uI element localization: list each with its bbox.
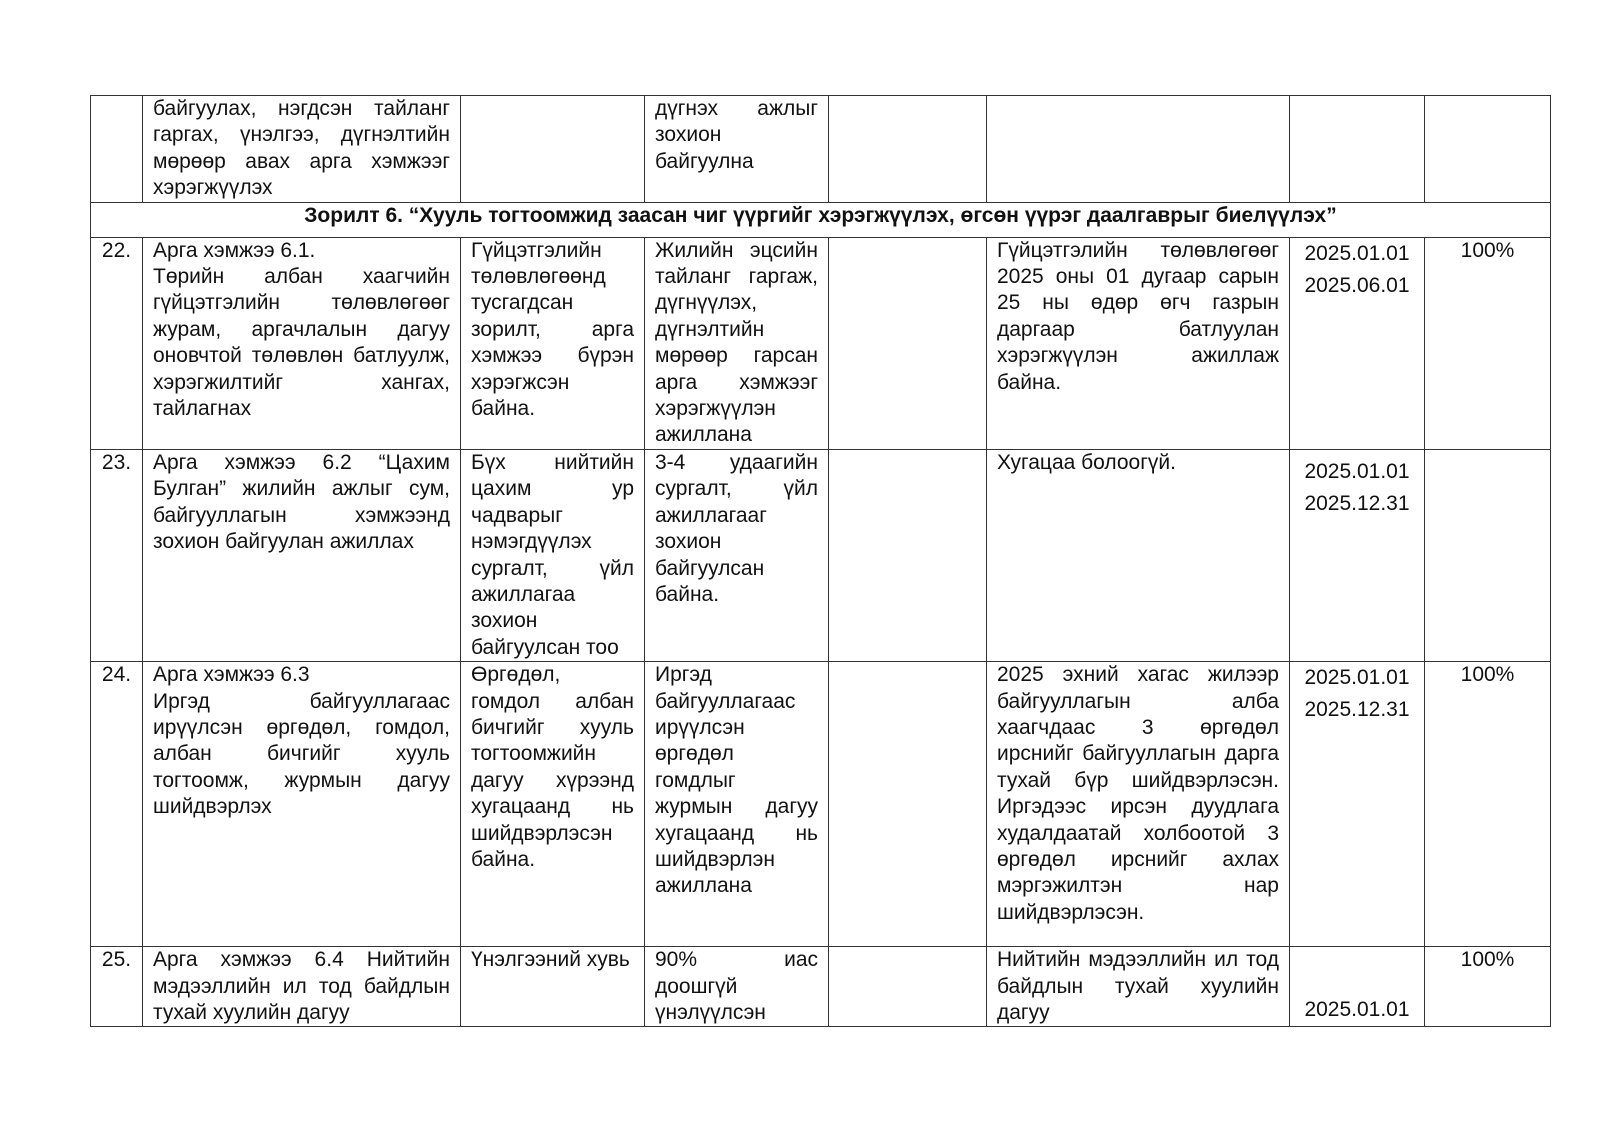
target-cell: 3-4 удаагийн сургалт, үйл ажиллагааг зохион байгуулсан байна. <box>645 449 829 661</box>
percent-cell: 100% <box>1425 947 1551 1027</box>
indicator-cell: Бүх нийтийн цахим ур чадварыг нэмэгдүүлэх сургалт, үйл ажиллагаа зохион байгуулсан тоо <box>461 449 645 661</box>
row-number: 22. <box>91 237 143 449</box>
indicator-cell: Өргөдөл, гомдол албан бичгийг хууль тогтоомжийн дагуу хүрээнд хугацаанд нь шийдвэрлэсэн байна. <box>461 662 645 947</box>
date-start: 2025.01.01 <box>1304 998 1410 1022</box>
target-cell: 90% иас доошгүй үнэлүүлсэн <box>645 947 829 1027</box>
dates-cell <box>1290 237 1425 449</box>
table-row <box>91 662 1551 947</box>
budget-cell <box>829 947 987 1027</box>
table-row <box>91 947 1551 1027</box>
table-row <box>91 96 1551 203</box>
indicator-cell: Үнэлгээний хувь <box>461 947 645 1027</box>
dates-cell <box>1290 96 1425 203</box>
result-cell <box>987 96 1290 203</box>
activity-cell: Арга хэмжээ 6.1. Төрийн албан хаагчийн гүйцэтгэлийн төлөвлөгөөг журам, аргачлалын дагуу оновчтой төлөвлөн батлуулж, хэрэгжилтийг хангах, тайлагнах <box>143 237 461 449</box>
budget-cell <box>829 662 987 947</box>
result-cell: Нийтийн мэдээллийн ил тод байдлын тухай хуулийн дагуу <box>987 947 1290 1027</box>
target-cell: Иргэд байгууллагаас ирүүлсэн өргөдөл гомдлыг журмын дагуу хугацаанд нь шийдвэрлэн ажиллана <box>645 662 829 947</box>
date-end: 2025.12.31 <box>1304 698 1410 722</box>
target-cell: дүгнэх ажлыг зохион байгуулна <box>645 96 829 203</box>
percent-cell: 100% <box>1425 662 1551 947</box>
table-row <box>91 237 1551 449</box>
activity-cell: Арга хэмжээ 6.3 Иргэд байгууллагаас ирүүлсэн өргөдөл, гомдол, албан бичгийг хууль тогтоомж, журмын дагуу шийдвэрлэх <box>143 662 461 947</box>
budget-cell <box>829 96 987 203</box>
activity-cell: байгуулах, нэгдсэн тайланг гаргах, үнэлгээ, дүгнэлтийн мөрөөр авах арга хэмжээг хэрэгжүүлэх <box>143 96 461 203</box>
row-number: 24. <box>91 662 143 947</box>
date-start: 2025.01.01 <box>1304 459 1410 483</box>
action-plan-table <box>90 95 1551 1027</box>
activity-cell: Арга хэмжээ 6.2 “Цахим Булган” жилийн ажлыг сум, байгууллагын хэмжээнд зохион байгуулан ажиллах <box>143 449 461 661</box>
date-end: 2025.06.01 <box>1304 273 1410 297</box>
result-cell: Гүйцэтгэлийн төлөвлөгөөг 2025 оны 01 дугаар сарын 25 ны өдөр өгч газрын даргаар батлуулан хэрэгжүүлэн ажиллаж байна. <box>987 237 1290 449</box>
table-row <box>91 449 1551 661</box>
activity-cell: Арга хэмжээ 6.4 Нийтийн мэдээллийн ил тод байдлын тухай хуулийн дагуу <box>143 947 461 1027</box>
date-end: 2025.12.31 <box>1304 491 1410 515</box>
percent-cell: 100% <box>1425 237 1551 449</box>
indicator-cell: Гүйцэтгэлийн төлөвлөгөөнд тусгагдсан зорилт, арга хэмжээ бүрэн хэрэгжсэн байна. <box>461 237 645 449</box>
dates-cell <box>1290 662 1425 947</box>
percent-cell <box>1425 96 1551 203</box>
row-number: 23. <box>91 449 143 661</box>
row-number <box>91 96 143 203</box>
dates-cell <box>1290 947 1425 1027</box>
dates-cell <box>1290 449 1425 661</box>
budget-cell <box>829 237 987 449</box>
percent-cell <box>1425 449 1551 661</box>
section-row <box>91 202 1551 237</box>
section-title: Зорилт 6. “Хууль тогтоомжид заасан чиг үүргийг хэрэгжүүлэх, өгсөн үүрэг даалгаврыг биелүүлэх” <box>91 202 1551 237</box>
result-cell: 2025 эхний хагас жилээр байгууллагын алба хаагчдаас 3 өргөдөл ирснийг байгууллагын дарга тухай бүр шийдвэрлэсэн. Иргэдээс ирсэн дуудлага худалдаатай холбоотой 3 өргөдөл ирснийг ахлах мэргэжилтэн нар шийдвэрлэсэн. <box>987 662 1290 947</box>
result-cell: Хугацаа болоогүй. <box>987 449 1290 661</box>
budget-cell <box>829 449 987 661</box>
indicator-cell <box>461 96 645 203</box>
date-start: 2025.01.01 <box>1304 666 1410 690</box>
target-cell: Жилийн эцсийн тайланг гаргаж, дүгнүүлэх, дүгнэлтийн мөрөөр гарсан арга хэмжээг хэрэгжүүлэн ажиллана <box>645 237 829 449</box>
row-number: 25. <box>91 947 143 1027</box>
date-start: 2025.01.01 <box>1304 241 1410 265</box>
